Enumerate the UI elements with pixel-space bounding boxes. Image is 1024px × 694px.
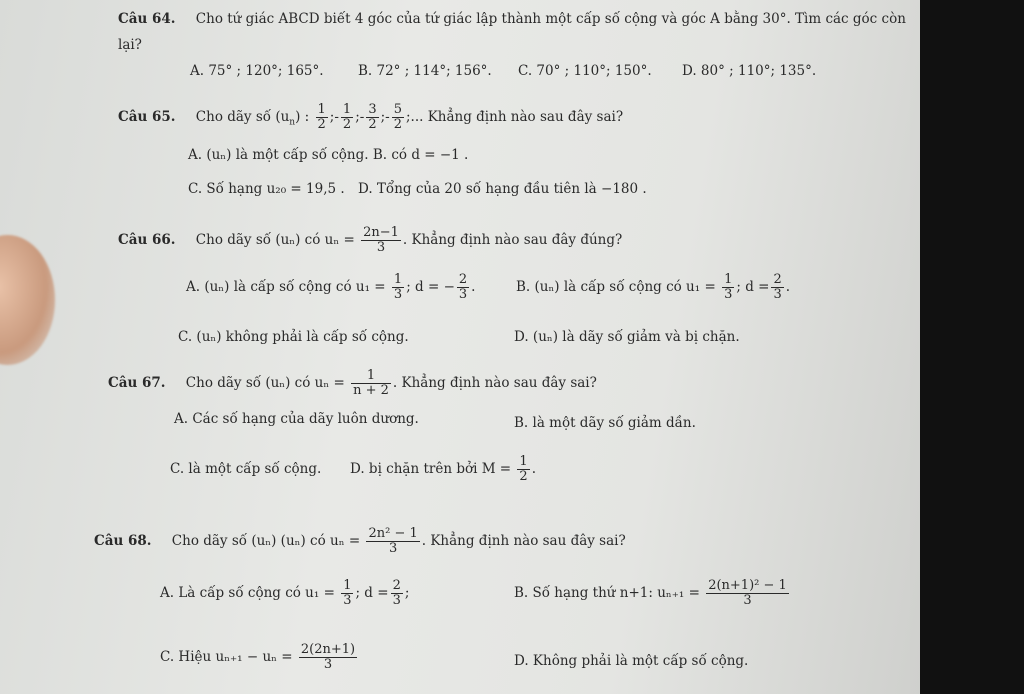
- question-text: Cho dãy số (uₙ) có uₙ =: [185, 375, 345, 391]
- option-c: C. (uₙ) không phải là cấp số cộng.: [178, 329, 409, 345]
- option-c: C. Hiệu uₙ₊₁ − uₙ = $\frac{2(2n+1)}{3}$: [160, 642, 356, 672]
- option-b: B. Số hạng thứ n+1: uₙ₊₁ = $\frac{\text{2(n+1)² − 1}}{3}$: [514, 578, 787, 608]
- option-d: D. bị chặn trên bởi M = $\frac{1}{2}$ .: [350, 454, 536, 484]
- question-text-end: . Khẳng định nào sau đây đúng?: [402, 232, 623, 248]
- question-text-cont: lại?: [118, 37, 142, 53]
- option-b: B. là một dãy số giảm dần.: [514, 415, 696, 431]
- option-b: B. 72° ; 114°; 156°.: [358, 63, 492, 79]
- option-a: A. Các số hạng của dãy luôn dương.: [174, 411, 419, 427]
- option-b: B. (uₙ) là cấp số cộng có u₁ = $\frac{1}{3}$ ; d = $\frac{2}{3}$ .: [516, 272, 791, 302]
- fraction: $\frac{2n-1}{3}$: [363, 225, 399, 255]
- finger-shadow: [0, 235, 55, 365]
- option-a: A. 75° ; 120°; 165°.: [190, 63, 324, 79]
- sequence-term: $\frac{3}{2}$: [368, 102, 377, 132]
- question-text-end: ;... Khẳng định nào sau đây sai?: [406, 109, 624, 125]
- sequence-term: $\frac{1}{2}$: [342, 102, 352, 132]
- question-66: [118, 223, 622, 257]
- question-64: [118, 10, 906, 28]
- option-c: C. Số hạng u₂₀ = 19,5 .: [188, 181, 345, 197]
- question-text: Cho dãy số (uₙ) (uₙ) có uₙ =: [171, 533, 361, 549]
- dark-background: [920, 0, 1024, 694]
- question-67: [108, 366, 597, 400]
- option-a: A. (uₙ) là cấp số cộng có u₁ = $\frac{1}{3}$ ; d = − $\frac{2}{3}$ .: [186, 272, 476, 302]
- fraction: $\frac{1}{n + 2}$: [353, 368, 389, 398]
- sequence-term: $\frac{5}{2}$: [393, 102, 402, 132]
- question-text: Cho dãy số (uₙ) có uₙ =: [195, 232, 355, 248]
- question-text-end: . Khẳng định nào sau đây sai?: [421, 533, 626, 549]
- option-c: C. là một cấp số cộng.: [170, 461, 322, 477]
- question-text: Cho tứ giác ABCD biết 4 góc của tứ giác lập thành một cấp số cộng và góc A bằng 30°. Tìm các góc còn: [195, 11, 906, 27]
- question-number: Câu 66.: [118, 232, 176, 248]
- question-number: Câu 64.: [118, 11, 176, 27]
- question-number: Câu 67.: [108, 375, 166, 391]
- option-a: A. Là cấp số cộng có u₁ = $\frac{1}{3}$ ; d = $\frac{2}{3}$ ;: [160, 578, 410, 608]
- option-d: D. 80° ; 110°; 135°.: [682, 63, 817, 79]
- option-c: C. 70° ; 110°; 150°.: [518, 63, 652, 79]
- question-text-end: . Khẳng định nào sau đây sai?: [392, 375, 597, 391]
- question-68: [94, 524, 626, 558]
- option-d: D. Không phải là một cấp số cộng.: [514, 653, 749, 669]
- question-number: Câu 65.: [118, 109, 176, 125]
- option-d: D. Tổng của 20 số hạng đầu tiên là −180 .: [358, 181, 647, 197]
- sequence-terms: $\frac{1}{2}$ ;- $\frac{1}{2}$ ;- $\frac{3}{2}$ ;- $\frac{5}{2}$: [317, 102, 402, 132]
- option-a-b: A. (uₙ) là một cấp số cộng. B. có d = −1 .: [188, 147, 469, 163]
- option-d: D. (uₙ) là dãy số giảm và bị chặn.: [514, 329, 740, 345]
- question-text: Cho dãy số (u: [195, 109, 290, 125]
- fraction: $\frac{\text{2n² − 1}}{3}$: [368, 526, 418, 556]
- question-number: Câu 68.: [94, 533, 152, 549]
- question-65: Câu 65. Cho dãy số $(u_n)$ : $\frac{1}{2}$ ;- $\frac{1}{2}$ ;- $\frac{3}{2}$ ;- $\frac{5}{2}$ ;... Khẳng định nào sau đây sai?: [118, 102, 624, 132]
- sequence-term: $\frac{1}{2}$: [317, 102, 326, 132]
